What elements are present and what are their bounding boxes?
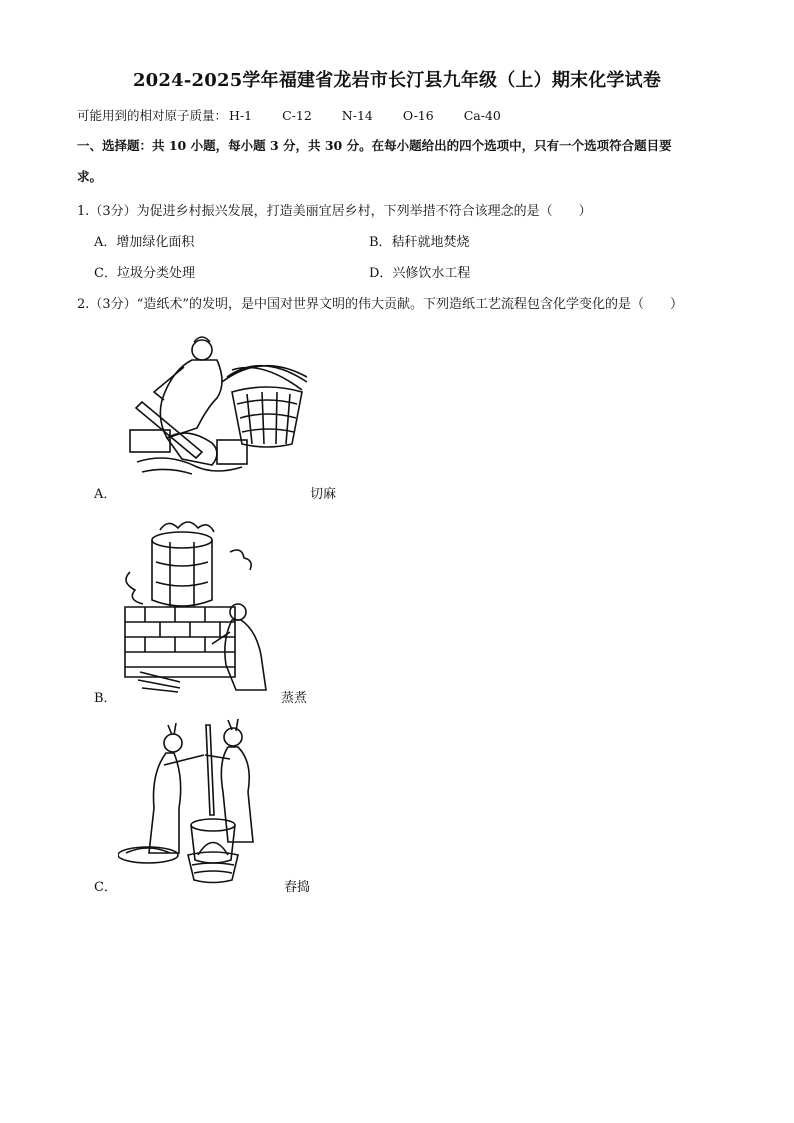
hemp-cutting-illustration <box>122 322 312 492</box>
q2-option-a-caption: 切麻 <box>310 487 337 502</box>
pounding-icon <box>118 715 283 890</box>
atomic-masses <box>77 106 531 124</box>
atomic-masses-label: 可能用到的相对原子质量： <box>77 108 228 123</box>
q1-option-d[interactable]: D．兴修饮水工程 <box>369 266 471 281</box>
q2-option-b-letter[interactable]: B． <box>94 691 117 706</box>
pounding-illustration <box>118 715 283 890</box>
question-1-stem: 1.（3分）为促进乡村振兴发展，打造美丽宜居乡村，下列举措不符合该理念的是（ ） <box>77 204 592 219</box>
atomic-mass-ca: Ca-40 <box>463 108 501 123</box>
steaming-illustration <box>120 512 280 697</box>
q2-option-c-caption: 舂捣 <box>284 880 311 895</box>
section-heading <box>77 136 672 185</box>
section-heading-line1: 一、选择题：共 10 小题，每小题 3 分，共 30 分。在每小题给出的四个选项中，只有一个选项符合题目要 <box>77 138 672 153</box>
exam-title: 2024-2025学年福建省龙岩市长汀县九年级（上）期末化学试卷 <box>132 70 662 91</box>
atomic-mass-o: O-16 <box>402 108 434 123</box>
q2-option-c-letter[interactable]: C． <box>94 880 117 895</box>
hemp-cutting-icon <box>122 322 312 492</box>
atomic-mass-n: N-14 <box>341 108 373 123</box>
q2-option-a-letter[interactable]: A． <box>94 487 117 502</box>
atomic-mass-c: C-12 <box>282 108 312 123</box>
steaming-icon <box>120 512 280 697</box>
atomic-mass-h: H-1 <box>229 108 253 123</box>
question-2-stem: 2.（3分）“造纸术”的发明，是中国对世界文明的伟大贡献。下列造纸工艺流程包含化学变化的是（ ） <box>77 297 683 312</box>
q1-option-c[interactable]: C．垃圾分类处理 <box>94 266 195 281</box>
q1-option-a[interactable]: A．增加绿化面积 <box>94 235 195 250</box>
section-heading-line2: 求。 <box>77 169 103 184</box>
q2-option-b-caption: 蒸煮 <box>281 691 308 706</box>
q1-option-b[interactable]: B．秸秆就地焚烧 <box>369 235 470 250</box>
